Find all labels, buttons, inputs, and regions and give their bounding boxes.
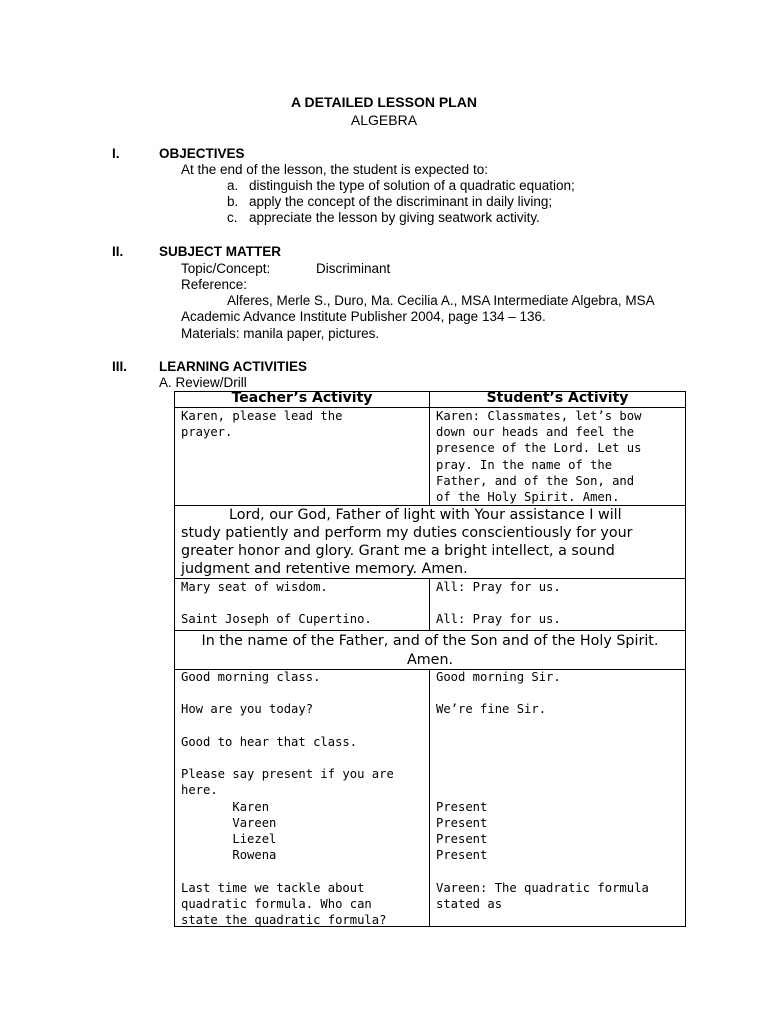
- reference-line: Academic Advance Institute Publisher 2004, page 134 – 136.: [181, 309, 546, 324]
- closing-prayer-text: Amen.: [406, 652, 454, 668]
- prayer-text: greater honor and glory. Grant me a bright intellect, a sound: [181, 543, 615, 559]
- page-subtitle: ALGEBRA: [350, 112, 418, 128]
- section-numeral-objectives: I.: [112, 146, 120, 161]
- student-activity-cell: All: Pray for us. All: Pray for us.: [436, 580, 561, 627]
- section-heading-subject-matter: SUBJECT MATTER: [159, 244, 282, 259]
- section-numeral-subject-matter: II.: [112, 244, 124, 259]
- subsection-heading: A. Review/Drill: [159, 375, 247, 390]
- objective-letter: a.: [227, 178, 239, 193]
- table-divider: [429, 391, 430, 505]
- objective-letter: b.: [227, 194, 239, 209]
- prayer-text: judgment and retentive memory. Amen.: [181, 561, 468, 577]
- topic-value: Discriminant: [316, 261, 391, 276]
- section-numeral-learning-activities: III.: [112, 359, 128, 374]
- reference-label: Reference:: [181, 277, 248, 292]
- prayer-text: Lord, our God, Father of light with Your assistance I will: [229, 507, 622, 523]
- teacher-activity-cell: Good morning class. How are you today? Good to hear that class. Please say present if you are here. Karen Vareen Liezel Rowena Last time we tackle about quadratic formula. Who can state the quadratic formula?: [181, 670, 394, 928]
- teacher-activity-cell: Karen, please lead the prayer.: [181, 409, 343, 440]
- objective-item: appreciate the lesson by giving seatwork activity.: [249, 210, 540, 225]
- page-title: A DETAILED LESSON PLAN: [291, 94, 477, 110]
- student-activity-cell: Karen: Classmates, let’s bow down our heads and feel the presence of the Lord. Let us pray. In the name of the Father, and of the Son, and of the Holy Spirit. Amen.: [436, 409, 642, 505]
- objective-item: distinguish the type of solution of a quadratic equation;: [249, 178, 575, 193]
- table-rule: [174, 630, 686, 631]
- student-activity-cell: Good morning Sir. We’re fine Sir. Present Present Present Present Vareen: The quadratic formula stated as: [436, 670, 649, 911]
- section-heading-learning-activities: LEARNING ACTIVITIES: [159, 359, 308, 374]
- table-divider: [429, 669, 430, 927]
- materials: Materials: manila paper, pictures.: [181, 326, 380, 341]
- column-header-student: Student’s Activity: [486, 390, 629, 406]
- table-divider: [429, 578, 430, 630]
- objective-letter: c.: [227, 210, 238, 225]
- prayer-text: study patiently and perform my duties conscientiously for your: [181, 525, 633, 541]
- section-heading-objectives: OBJECTIVES: [159, 146, 245, 161]
- topic-label: Topic/Concept:: [181, 261, 271, 276]
- closing-prayer-text: In the name of the Father, and of the Son and of the Holy Spirit.: [201, 633, 659, 649]
- teacher-activity-cell: Mary seat of wisdom. Saint Joseph of Cupertino.: [181, 580, 372, 627]
- objectives-intro: At the end of the lesson, the student is expected to:: [181, 162, 488, 177]
- objective-item: apply the concept of the discriminant in daily living;: [249, 194, 553, 209]
- column-header-teacher: Teacher’s Activity: [231, 390, 373, 406]
- reference-line: Alferes, Merle S., Duro, Ma. Cecilia A., MSA Intermediate Algebra, MSA: [227, 293, 655, 308]
